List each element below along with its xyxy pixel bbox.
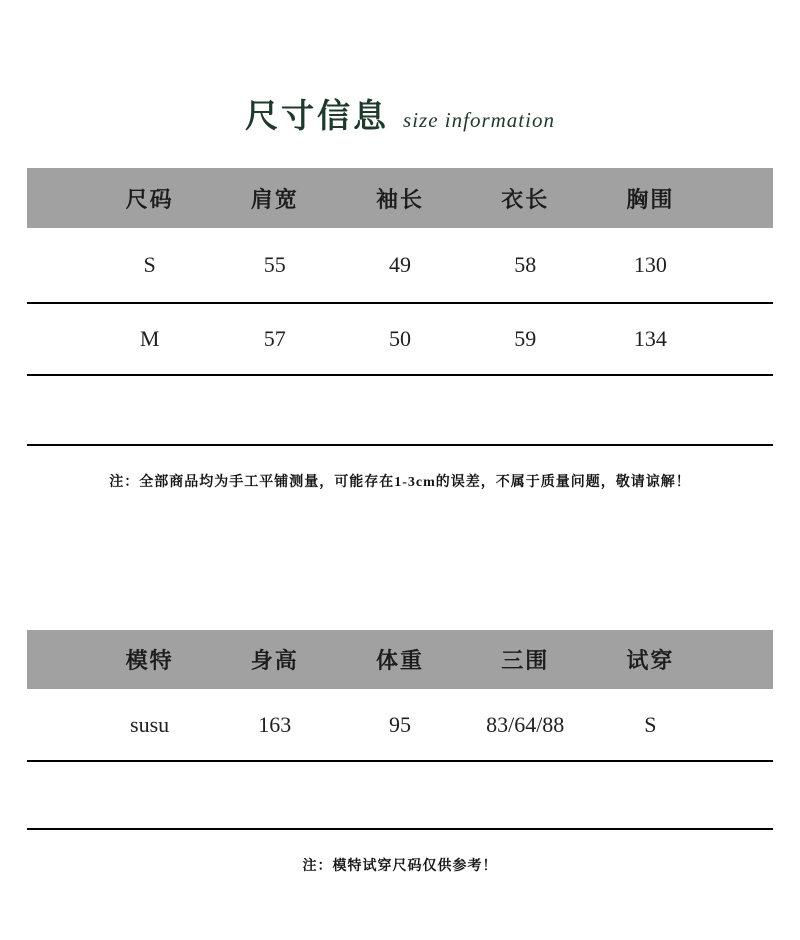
measurement-disclaimer-note: 注：全部商品均为手工平铺测量，可能存在1-3cm的误差，不属于质量问题，敬请谅解！ <box>109 475 691 490</box>
table-row-size-s <box>27 228 773 304</box>
size-table-header-sleeve: 袖长 <box>375 186 424 212</box>
table-row-empty <box>27 762 773 830</box>
cell-sleeve: 50 <box>388 326 411 351</box>
cell-bust: 134 <box>633 326 667 351</box>
model-table-header-measurements: 三围 <box>501 648 550 673</box>
size-table-header-shoulder: 肩宽 <box>250 186 299 212</box>
page-title <box>0 0 800 135</box>
cell-model-name: susu <box>130 711 170 737</box>
cell-size: S <box>143 252 156 277</box>
cell-length: 59 <box>514 326 537 351</box>
size-table-header-length: 衣长 <box>501 186 550 212</box>
size-table-header-bust: 胸围 <box>626 186 675 212</box>
model-table-header-height: 身高 <box>250 648 299 673</box>
size-table-header-size: 尺码 <box>125 186 174 212</box>
model-table-header-model: 模特 <box>125 648 174 673</box>
cell-length: 58 <box>514 252 537 277</box>
cell-model-weight: 95 <box>388 711 411 737</box>
cell-size: M <box>139 326 160 351</box>
model-table-header-tryon: 试穿 <box>626 648 675 673</box>
table-row-empty <box>27 376 773 446</box>
table-row-model-susu <box>27 689 773 762</box>
cell-bust: 130 <box>633 252 667 277</box>
cell-sleeve: 49 <box>388 252 411 277</box>
cell-shoulder: 55 <box>263 252 286 277</box>
table-row-size-m <box>27 304 773 376</box>
page-title-chinese: 尺寸信息 <box>245 99 390 135</box>
model-table-header-weight: 体重 <box>375 648 424 673</box>
cell-model-measurements: 83/64/88 <box>486 711 565 737</box>
size-table-header-row <box>27 168 773 228</box>
cell-model-height: 163 <box>258 711 292 737</box>
model-table-header-row <box>27 630 773 689</box>
page-title-english: size information <box>403 108 555 132</box>
cell-model-tryon: S <box>644 711 657 737</box>
model-reference-note: 注：模特试穿尺码仅供参考！ <box>302 859 498 874</box>
model-table <box>27 630 773 830</box>
cell-shoulder: 57 <box>263 326 286 351</box>
size-table <box>27 168 773 446</box>
